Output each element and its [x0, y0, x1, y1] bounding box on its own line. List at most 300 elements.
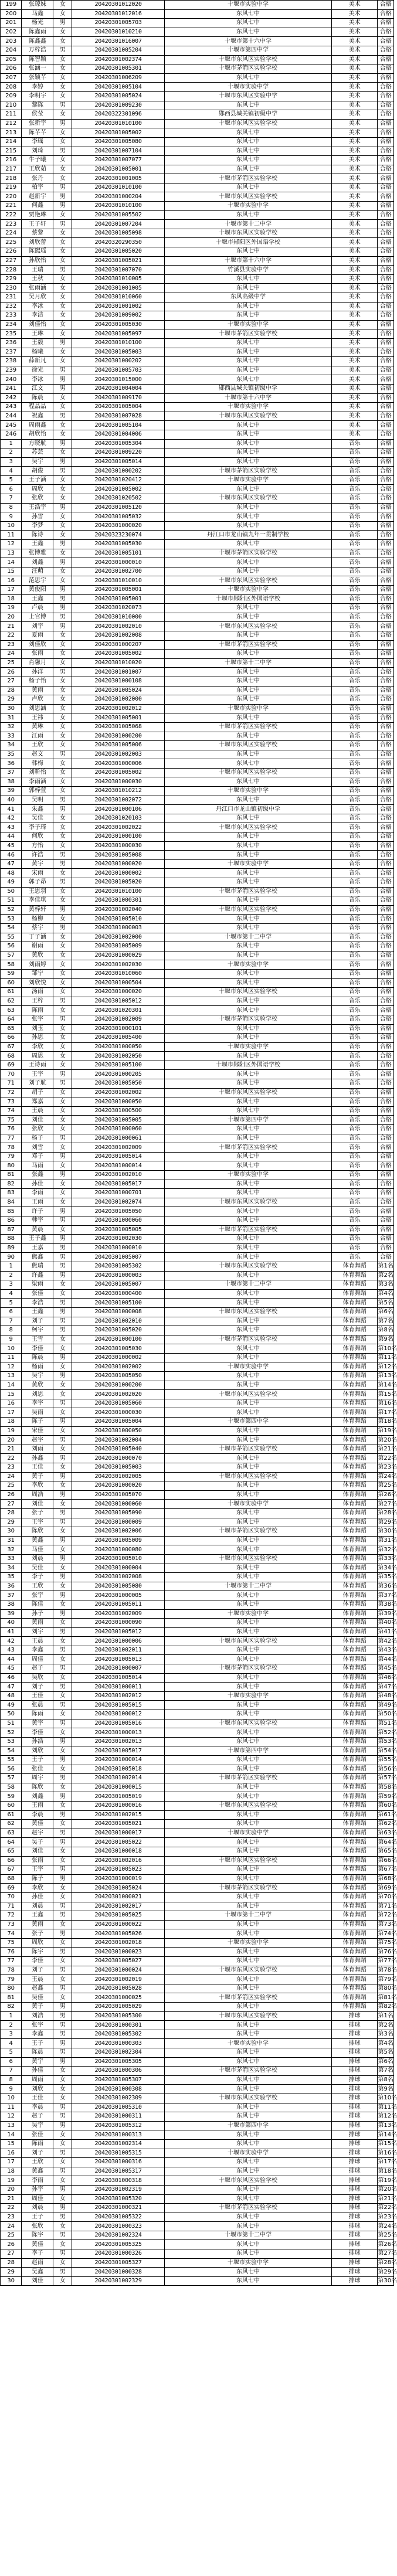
row-number: 38 [1, 777, 22, 787]
result: 合格 [378, 457, 394, 467]
row-number: 225 [1, 238, 22, 247]
row-number: 76 [1, 1125, 22, 1134]
exam-id: 20420301010212 [72, 787, 165, 796]
exam-id: 20420301005026 [72, 1929, 165, 1939]
student-name: 孙鑫 [22, 1454, 53, 1463]
result: 合格 [378, 531, 394, 540]
table-row [1, 1426, 394, 1436]
result: 合格 [378, 28, 394, 37]
exam-id: 20420301000002 [72, 1353, 165, 1362]
table-row [1, 1024, 394, 1034]
category: 美术 [332, 55, 378, 64]
category: 排球 [332, 2067, 378, 2076]
table-row [1, 686, 394, 695]
table-row [1, 823, 394, 832]
category: 体育舞蹈 [332, 2003, 378, 2012]
gender: 男 [53, 1536, 72, 1545]
exam-id: 20420301010060 [72, 293, 165, 303]
category: 音乐 [332, 923, 378, 933]
exam-id: 20420301005300 [72, 2011, 165, 2021]
student-name: 朱鑫 [22, 805, 53, 814]
gender: 男 [53, 2103, 72, 2112]
result: 第13名 [378, 1372, 394, 1381]
category: 体育舞蹈 [332, 1573, 378, 1582]
exam-id: 20420301012020 [72, 1, 165, 10]
exam-id: 20420301000060 [72, 1216, 165, 1225]
student-name: 王子轩 [22, 220, 53, 229]
school-name: 东风七中 [164, 1728, 331, 1738]
gender: 女 [53, 1847, 72, 1856]
student-name: 孙欣怡 [22, 256, 53, 266]
table-row [1, 1271, 394, 1280]
category: 音乐 [332, 1253, 378, 1262]
gender: 男 [53, 1646, 72, 1655]
student-name: 周欣 [22, 1938, 53, 1948]
row-number: 12 [1, 2112, 22, 2122]
table-row [1, 266, 394, 275]
school-name: 十堰市茅箭区实验学校 [164, 887, 331, 896]
result: 合格 [378, 741, 394, 750]
exam-id: 20420301002012 [72, 1691, 165, 1701]
result: 合格 [378, 1015, 394, 1024]
exam-id: 20420301005009 [72, 942, 165, 951]
exam-id: 20420301005030 [72, 540, 165, 549]
student-name: 周雨鑫 [22, 421, 53, 430]
school-name: 东风七中 [164, 677, 331, 686]
gender: 女 [53, 658, 72, 668]
gender: 女 [53, 174, 72, 183]
category: 美术 [332, 421, 378, 430]
school-name: 东风七中 [164, 1838, 331, 1847]
school-name: 十堰市实验中学 [164, 83, 331, 92]
gender: 女 [53, 978, 72, 988]
result: 第27名 [378, 2249, 394, 2259]
row-number: 223 [1, 220, 22, 229]
table-row [1, 704, 394, 713]
student-name: 刘佳欣 [22, 640, 53, 650]
result: 合格 [378, 859, 394, 869]
result: 合格 [378, 713, 394, 723]
table-row [1, 695, 394, 705]
gender: 男 [53, 878, 72, 888]
table-row [1, 1874, 394, 1884]
school-name: 十堰市东风区实验学校 [164, 192, 331, 202]
row-number: 7 [1, 1317, 22, 1326]
student-name: 李瑶 [22, 137, 53, 147]
school-name: 十堰市实验中学 [164, 787, 331, 796]
student-name: 吴月欣 [22, 293, 53, 303]
result: 合格 [378, 311, 394, 321]
result: 合格 [378, 1006, 394, 1015]
row-number: 45 [1, 1664, 22, 1674]
category: 音乐 [332, 777, 378, 787]
exam-id: 20420301020073 [72, 604, 165, 613]
result: 合格 [378, 668, 394, 677]
gender: 女 [53, 494, 72, 504]
exam-id: 20420301005012 [72, 997, 165, 1006]
row-number: 24 [1, 650, 22, 659]
gender: 男 [53, 2121, 72, 2130]
result: 合格 [378, 814, 394, 823]
result: 合格 [378, 1253, 394, 1262]
gender: 女 [53, 1143, 72, 1153]
gender: 男 [53, 1152, 72, 1161]
table-row [1, 1564, 394, 1573]
student-name: 陈子 [22, 1874, 53, 1884]
school-name: 十堰市东风区实验学校 [164, 119, 331, 128]
row-number: 9 [1, 2085, 22, 2094]
student-name: 柏宇 [22, 183, 53, 192]
table-row [1, 658, 394, 668]
category: 排球 [332, 2103, 378, 2112]
exam-id: 20420301009230 [72, 101, 165, 110]
student-name: 刘佳 [22, 1500, 53, 1509]
table-row [1, 1792, 394, 1802]
school-name: 十堰市东风区实验学校 [164, 1472, 331, 1481]
student-name: 赵鑫 [22, 1984, 53, 1993]
table-row [1, 311, 394, 321]
student-name: 王佳 [22, 1463, 53, 1473]
exam-id: 20420301000326 [72, 2249, 165, 2259]
result: 第46名 [378, 1673, 394, 1683]
row-number: 8 [1, 2075, 22, 2085]
table-row [1, 1892, 394, 1902]
category: 音乐 [332, 704, 378, 713]
category: 体育舞蹈 [332, 1591, 378, 1600]
table-row [1, 1015, 394, 1024]
school-name: 十堰市第四中学 [164, 2121, 331, 2130]
school-name: 东风七中 [164, 777, 331, 787]
student-name: 许鑫 [22, 1271, 53, 1280]
result: 第55名 [378, 1756, 394, 1765]
result: 合格 [378, 55, 394, 64]
result: 第39名 [378, 1609, 394, 1619]
student-name: 陈晨 [22, 1353, 53, 1362]
gender: 女 [53, 2067, 72, 2076]
student-name: 吴鑫 [22, 2268, 53, 2277]
row-number: 59 [1, 969, 22, 978]
school-name: 东风七中 [164, 503, 331, 512]
category: 排球 [332, 2204, 378, 2213]
gender: 男 [53, 1243, 72, 1253]
result: 合格 [378, 1235, 394, 1244]
student-name: 刘思涵 [22, 704, 53, 713]
table-row [1, 677, 394, 686]
row-number: 20 [1, 613, 22, 622]
result: 第26名 [378, 2240, 394, 2249]
table-row [1, 1463, 394, 1473]
student-name: 孙雪 [22, 512, 53, 522]
category: 音乐 [332, 1116, 378, 1125]
table-row [1, 1061, 394, 1070]
student-name: 蔡黎 [22, 229, 53, 238]
gender: 男 [53, 668, 72, 677]
school-name: 东风七中 [164, 19, 331, 28]
exam-id: 20420301002022 [72, 823, 165, 832]
category: 音乐 [332, 631, 378, 640]
table-row [1, 750, 394, 759]
gender: 女 [53, 1746, 72, 1756]
gender: 男 [53, 1171, 72, 1180]
exam-id: 20420301000090 [72, 1619, 165, 1628]
gender: 女 [53, 787, 72, 796]
exam-id: 20420301005020 [72, 247, 165, 257]
exam-id: 20420301000030 [72, 841, 165, 851]
table-row [1, 631, 394, 640]
result: 合格 [378, 905, 394, 915]
gender: 男 [53, 2249, 72, 2259]
result: 合格 [378, 412, 394, 421]
gender: 女 [53, 960, 72, 970]
row-number: 16 [1, 1399, 22, 1408]
gender: 男 [53, 1838, 72, 1847]
gender: 女 [53, 942, 72, 951]
school-name: 十堰市茅箭区实验学校 [164, 64, 331, 74]
table-row [1, 1573, 394, 1582]
table-row [1, 1838, 394, 1847]
table-row [1, 951, 394, 960]
gender: 女 [53, 156, 72, 165]
table-row [1, 83, 394, 92]
exam-id: 20420301002030 [72, 960, 165, 970]
result: 第24名 [378, 2222, 394, 2231]
table-row [1, 274, 394, 284]
school-name: 东风七中 [164, 421, 331, 430]
exam-id: 20420301002019 [72, 1975, 165, 1984]
table-row [1, 1390, 394, 1399]
exam-id: 20420301005050 [72, 1207, 165, 1216]
student-name: 吴明 [22, 796, 53, 805]
school-name: 东风七中 [164, 1490, 331, 1500]
category: 体育舞蹈 [332, 1481, 378, 1491]
category: 排球 [332, 2011, 378, 2021]
table-row [1, 1307, 394, 1317]
school-name: 东风七中 [164, 2213, 331, 2222]
student-name: 柯宇 [22, 1326, 53, 1335]
exam-id: 20420301000311 [72, 2112, 165, 2122]
category: 体育舞蹈 [332, 1426, 378, 1436]
gender: 女 [53, 73, 72, 83]
table-row [1, 2021, 394, 2030]
category: 体育舞蹈 [332, 1984, 378, 1993]
exam-id: 20420301000202 [72, 357, 165, 366]
student-name: 上官博 [22, 613, 53, 622]
row-number: 60 [1, 978, 22, 988]
result: 第29名 [378, 1518, 394, 1527]
school-name: 东风七中 [164, 457, 331, 467]
gender: 女 [53, 1545, 72, 1555]
table-row [1, 2222, 394, 2231]
table-row [1, 2158, 394, 2167]
school-name: 东风七中 [164, 2030, 331, 2039]
gender: 女 [53, 631, 72, 640]
row-number: 51 [1, 896, 22, 906]
school-name: 东风七中 [164, 1189, 331, 1198]
category: 体育舞蹈 [332, 1508, 378, 1518]
school-name: 十堰市茅箭区实验学校 [164, 1335, 331, 1344]
row-number: 37 [1, 768, 22, 777]
exam-id: 20420301002012 [72, 704, 165, 713]
exam-id: 20420301000504 [72, 978, 165, 988]
category: 美术 [332, 348, 378, 357]
result: 第67名 [378, 1865, 394, 1875]
student-name: 黄佳 [22, 1820, 53, 1829]
gender: 女 [53, 576, 72, 586]
exam-id: 20420301009170 [72, 393, 165, 403]
row-number: 61 [1, 988, 22, 997]
school-name: 东风七中 [164, 796, 331, 805]
gender: 男 [53, 375, 72, 385]
table-row [1, 2121, 394, 2130]
school-name: 十堰市茅箭区实验学校 [164, 1527, 331, 1537]
result: 合格 [378, 951, 394, 960]
table-row [1, 887, 394, 896]
student-name: 孙佳 [22, 1180, 53, 1189]
result: 第25名 [378, 1481, 394, 1491]
result: 第6名 [378, 2057, 394, 2067]
result: 第17名 [378, 1408, 394, 1418]
category: 美术 [332, 165, 378, 174]
table-row [1, 1627, 394, 1637]
table-row [1, 1920, 394, 1929]
school-name: 十堰市东风区实验学校 [164, 1198, 331, 1207]
school-name: 东风七中 [164, 2240, 331, 2249]
gender: 男 [53, 1701, 72, 1710]
school-name: 东风七中 [164, 1564, 331, 1573]
result: 合格 [378, 147, 394, 156]
result: 合格 [378, 768, 394, 777]
gender: 男 [53, 1664, 72, 1674]
gender: 女 [53, 247, 72, 257]
school-name: 十堰市茅箭区实验学校 [164, 640, 331, 650]
exam-id: 20420301001005 [72, 174, 165, 183]
exam-id: 20420301005098 [72, 229, 165, 238]
row-number: 36 [1, 1582, 22, 1591]
table-row [1, 1052, 394, 1061]
category: 音乐 [332, 1225, 378, 1235]
table-row [1, 531, 394, 540]
exam-id: 20420301007204 [72, 220, 165, 229]
student-name: 黄欣 [22, 951, 53, 960]
row-number: 6 [1, 1307, 22, 1317]
result: 合格 [378, 521, 394, 531]
result: 合格 [378, 439, 394, 448]
row-number: 40 [1, 796, 22, 805]
student-name: 刘佳 [22, 2276, 53, 2286]
category: 音乐 [332, 695, 378, 705]
student-name: 周浩 [22, 1490, 53, 1500]
category: 美术 [332, 274, 378, 284]
result: 第21名 [378, 2194, 394, 2204]
table-row [1, 1418, 394, 1427]
row-number: 244 [1, 412, 22, 421]
student-name: 杨雨 [22, 1362, 53, 1372]
school-name: 东风七中 [164, 302, 331, 311]
gender: 男 [53, 183, 72, 192]
gender: 男 [53, 1902, 72, 1911]
table-row [1, 2030, 394, 2039]
school-name: 十堰市实验中学 [164, 1691, 331, 1701]
row-number: 13 [1, 549, 22, 558]
result: 第21名 [378, 1445, 394, 1454]
category: 排球 [332, 2112, 378, 2122]
table-row [1, 1326, 394, 1335]
category: 音乐 [332, 969, 378, 978]
row-number: 17 [1, 586, 22, 595]
gender: 女 [53, 1600, 72, 1609]
student-name: 刘佳 [22, 1847, 53, 1856]
result: 合格 [378, 274, 394, 284]
exam-id: 20420301005097 [72, 329, 165, 339]
result: 第36名 [378, 1582, 394, 1591]
table-row [1, 1198, 394, 1207]
result: 第71名 [378, 1902, 394, 1911]
category: 排球 [332, 2268, 378, 2277]
row-number: 29 [1, 1518, 22, 1527]
table-row [1, 1966, 394, 1975]
row-number: 21 [1, 1445, 22, 1454]
gender: 男 [53, 1627, 72, 1637]
school-name: 丹江口市龙山镇初级中学 [164, 805, 331, 814]
category: 美术 [332, 9, 378, 19]
result: 合格 [378, 229, 394, 238]
row-number: 15 [1, 2139, 22, 2149]
result: 合格 [378, 393, 394, 403]
row-number: 57 [1, 951, 22, 960]
result: 第28名 [378, 1508, 394, 1518]
school-name: 东风七中 [164, 1216, 331, 1225]
row-number: 3 [1, 2030, 22, 2039]
result: 合格 [378, 823, 394, 832]
row-number: 208 [1, 83, 22, 92]
result: 第59名 [378, 1792, 394, 1802]
category: 排球 [332, 2258, 378, 2268]
table-row [1, 1125, 394, 1134]
exam-id: 20420301000008 [72, 1307, 165, 1317]
category: 体育舞蹈 [332, 1847, 378, 1856]
exam-id: 20420301002009 [72, 1609, 165, 1619]
table-row [1, 1436, 394, 1445]
student-name: 李明宇 [22, 91, 53, 101]
result: 第18名 [378, 1418, 394, 1427]
result: 第52名 [378, 1728, 394, 1738]
category: 排球 [332, 2231, 378, 2240]
row-number: 7 [1, 2067, 22, 2076]
table-row [1, 741, 394, 750]
exam-id: 20420301000020 [72, 859, 165, 869]
student-name: 张新宇 [22, 119, 53, 128]
category: 体育舞蹈 [332, 1838, 378, 1847]
exam-id: 20420301005030 [72, 320, 165, 329]
row-number: 8 [1, 1326, 22, 1335]
student-name: 陈晨 [22, 2048, 53, 2058]
school-name: 东风七中 [164, 604, 331, 613]
row-number: 22 [1, 1454, 22, 1463]
row-number: 61 [1, 1810, 22, 1820]
gender: 女 [53, 229, 72, 238]
row-number: 1 [1, 439, 22, 448]
student-name: 陈熙瑶 [22, 247, 53, 257]
student-name: 赵子 [22, 2112, 53, 2122]
school-name: 东风七中 [164, 156, 331, 165]
gender: 女 [53, 1691, 72, 1701]
table-row [1, 1335, 394, 1344]
student-name: 李鑫 [22, 2030, 53, 2039]
row-number: 243 [1, 403, 22, 412]
exam-id: 20420301000024 [72, 1966, 165, 1975]
category: 体育舞蹈 [332, 1829, 378, 1838]
gender: 女 [53, 137, 72, 147]
